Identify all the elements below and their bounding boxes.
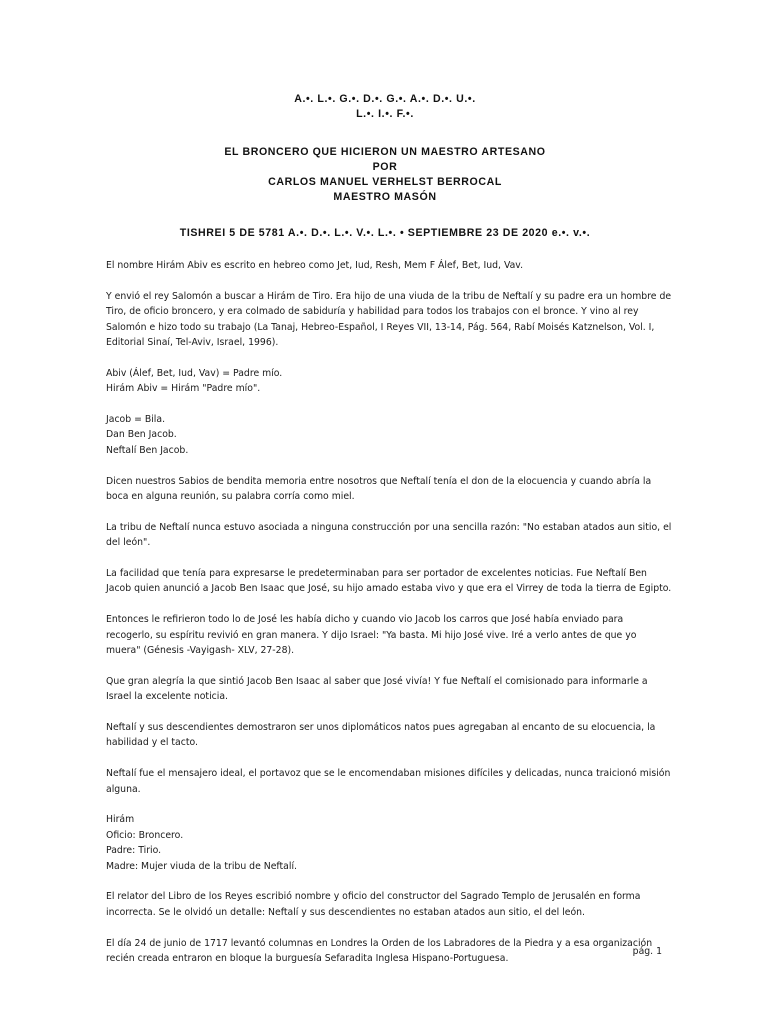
paragraph bbox=[106, 766, 671, 797]
document-date: TISHREI 5 DE 5781 A.•. D.•. L.•. V.•. L.•. • SEPTIEMBRE 23 DE 2020 e.•. v.•. bbox=[179, 227, 591, 239]
invocation-line-1: A.•. L.•. G.•. D.•. G.•. A.•. D.•. U.•. bbox=[294, 93, 476, 105]
paragraph bbox=[106, 720, 664, 751]
paragraph-line: muera" (Génesis -Vayigash- XLV, 27-28). bbox=[106, 645, 295, 657]
paragraph-line: Neftalí fue el mensajero ideal, el portavoz que se le encomendaban misiones difíciles y delicadas, nunca traicionó misión bbox=[106, 768, 671, 780]
by-line: POR bbox=[372, 161, 398, 173]
paragraph-line: El relator del Libro de los Reyes escribió nombre y oficio del constructor del Sagrado Templo de Jerusalén en forma bbox=[106, 891, 641, 903]
page-number: pág. 1 bbox=[632, 946, 662, 957]
paragraph-line: Israel la excelente noticia. bbox=[106, 691, 228, 703]
paragraph-line: Padre: Tirio. bbox=[106, 845, 162, 857]
paragraph bbox=[106, 812, 664, 874]
paragraph-line: Madre: Mujer viuda de la tribu de Neftalí. bbox=[106, 860, 298, 872]
paragraph-line: Neftalí Ben Jacob. bbox=[106, 444, 189, 456]
paragraph bbox=[106, 612, 664, 658]
paragraph-line: recogerlo, su espíritu revivió en gran manera. Y dijo Israel: "Ya basta. Mi hijo José vive. Iré a verlo antes de que yo bbox=[106, 629, 637, 641]
paragraph-line: alguna. bbox=[106, 783, 141, 795]
paragraph bbox=[106, 412, 664, 458]
paragraph-line: Y envió el rey Salomón a buscar a Hirám de Tiro. Era hijo de una viuda de la tribu de Neftalí y su padre era un hombre de bbox=[106, 290, 672, 302]
paragraph bbox=[106, 889, 664, 920]
paragraph-line: Entonces le refirieron todo lo de José les había dicho y cuando vio Jacob los carros que José había enviado para bbox=[106, 614, 624, 626]
paragraph bbox=[106, 289, 672, 351]
paragraph bbox=[106, 258, 664, 273]
paragraph-line: recién creada entraron en bloque la burguesía Sefaradita Inglesa Hispano-Portuguesa. bbox=[106, 953, 509, 965]
paragraph-line: La tribu de Neftalí nunca estuvo asociada a ninguna construcción por una sencilla razón: "No estaban atados aun sitio, el bbox=[106, 521, 672, 533]
paragraph-line: del león". bbox=[106, 537, 151, 549]
paragraph-line: Oficio: Broncero. bbox=[106, 829, 184, 841]
paragraph-line: El día 24 de junio de 1717 levantó columnas en Londres la Orden de los Labradores de la Piedra y a esa organización bbox=[106, 937, 653, 949]
paragraph bbox=[106, 366, 664, 397]
paragraph-line: Abiv (Álef, Bet, Iud, Vav) = Padre mío. bbox=[106, 367, 283, 379]
paragraph bbox=[106, 936, 664, 967]
paragraph bbox=[106, 566, 672, 597]
paragraph-line: Dan Ben Jacob. bbox=[106, 429, 177, 441]
paragraph bbox=[106, 474, 664, 505]
paragraph-line: Editorial Sinaí, Tel-Aviv, Israel, 1996). bbox=[106, 337, 279, 349]
paragraph-line: Jacob quien anunció a Jacob Ben Isaac que José, su hijo amado estaba vivo y que era el Virrey de toda la tierra de Egipto. bbox=[106, 583, 672, 595]
masonic-invocation bbox=[106, 92, 664, 122]
author-name: CARLOS MANUEL VERHELST BERROCAL bbox=[268, 176, 502, 188]
document-title: EL BRONCERO QUE HICIERON UN MAESTRO ARTESANO bbox=[224, 146, 546, 158]
paragraph-line: Hirám bbox=[106, 814, 135, 826]
invocation-line-2: L.•. I.•. F.•. bbox=[356, 108, 414, 120]
paragraph bbox=[106, 674, 664, 705]
title-block bbox=[106, 145, 664, 205]
paragraph-line: Neftalí y sus descendientes demostraron ser unos diplomáticos natos pues agregaban al encanto de su elocuencia, la bbox=[106, 722, 656, 734]
document-body bbox=[106, 258, 672, 966]
paragraph-line: Jacob = Bila. bbox=[106, 414, 166, 426]
paragraph-line: Tiro, de oficio broncero, y era colmado de sabiduría y habilidad para todos los trabajos con el bronce. Y vino al rey bbox=[106, 306, 639, 318]
author-rank: MAESTRO MASÓN bbox=[333, 191, 437, 203]
paragraph-line: habilidad y el tacto. bbox=[106, 737, 198, 749]
paragraph-line: Hirám Abiv = Hirám "Padre mío". bbox=[106, 383, 261, 395]
paragraph-line: La facilidad que tenía para expresarse le predeterminaban para ser portador de excelentes noticias. Fue Neftalí Ben bbox=[106, 568, 647, 580]
paragraph-line: boca en alguna reunión, su palabra corría como miel. bbox=[106, 491, 355, 503]
paragraph-line: El nombre Hirám Abiv es escrito en hebreo como Jet, Iud, Resh, Mem F Álef, Bet, Iud, Vav. bbox=[106, 260, 524, 271]
paragraph-line: Que gran alegría la que sintió Jacob Ben Isaac al saber que José vivía! Y fue Neftalí el comisionado para informarle a bbox=[106, 675, 648, 687]
paragraph-line: incorrecta. Se le olvidó un detalle: Neftalí y sus descendientes no estaban atados aun sitio, el del león. bbox=[106, 906, 585, 918]
paragraph-line: Salomón e hizo todo su trabajo (La Tanaj, Hebreo-Español, I Reyes VII, 13-14, Pág. 564, Rabí Moisés Katznelson, Vol. I, bbox=[106, 321, 655, 333]
paragraph-line: Dicen nuestros Sabios de bendita memoria entre nosotros que Neftalí tenía el don de la elocuencia y cuando abría la bbox=[106, 475, 652, 487]
paragraph bbox=[106, 520, 672, 551]
